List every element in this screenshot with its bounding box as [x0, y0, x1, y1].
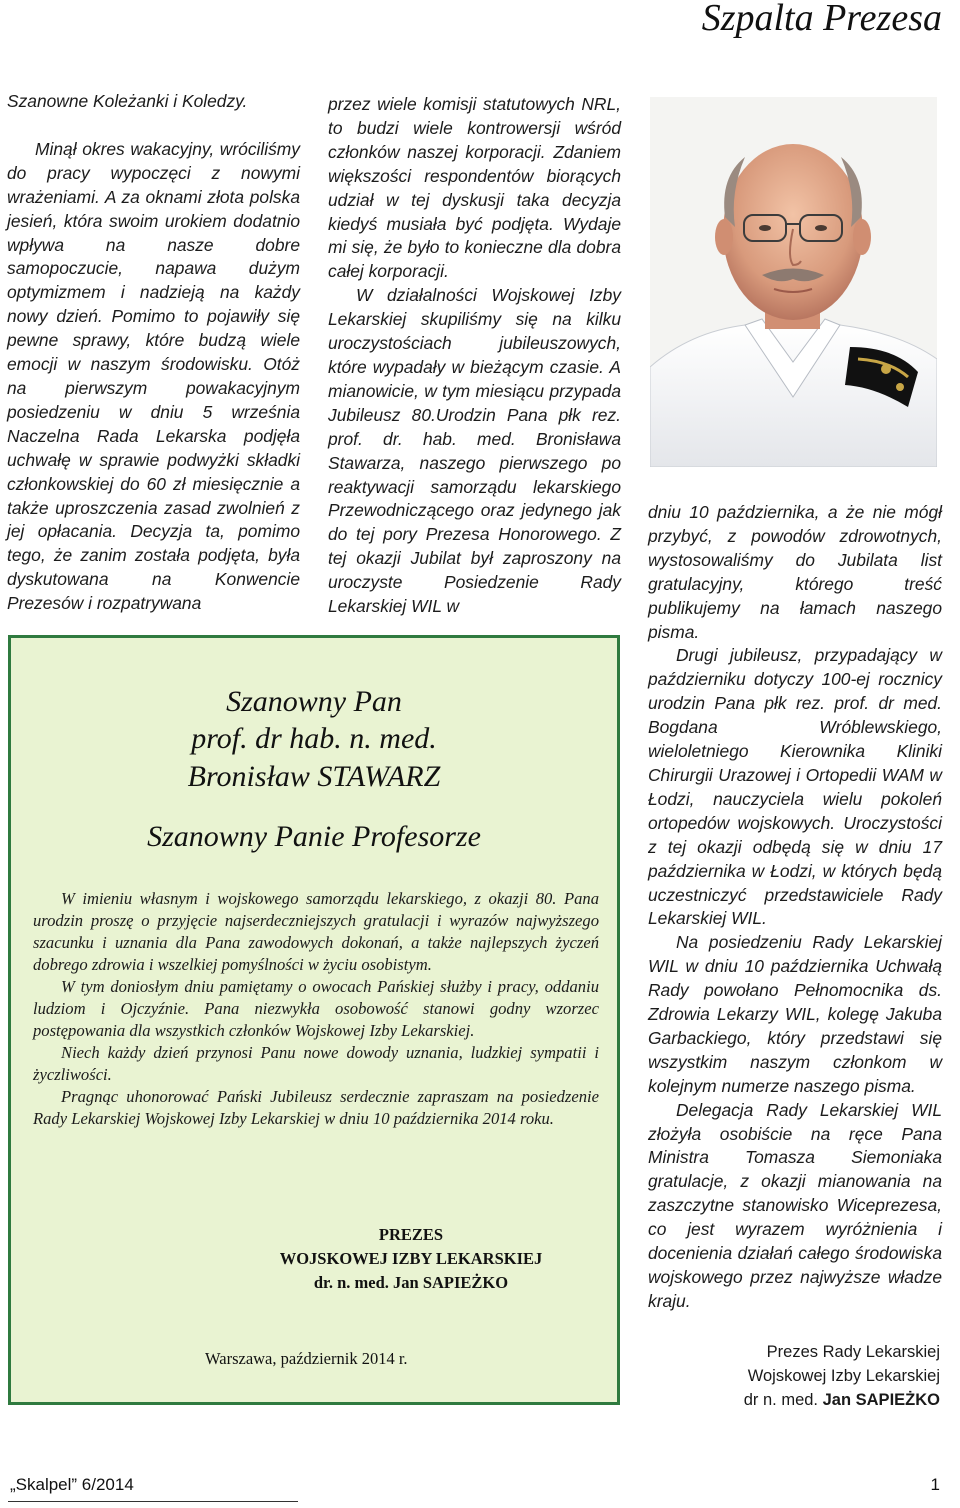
- article-column-2: [328, 93, 621, 619]
- page-number: 1: [930, 1475, 940, 1494]
- letter-date: Warszawa, październik 2014 r.: [205, 1349, 408, 1368]
- letter-paragraph: Niech każdy dzień przynosi Panu nowe dowody uznania, ludzkiej sympatii i życzliwości.: [33, 1043, 599, 1084]
- letter-address: Szanowny Panie Profesorze: [147, 820, 481, 853]
- signoff-line3: [648, 1388, 940, 1412]
- signature-org: WOJSKOWEJ IZBY LEKARSKIEJ: [279, 1249, 543, 1268]
- paragraph: Minął okres wakacyjny, wróciliśmy do pracy wypoczęci z nowymi wrażeniami. A za oknami złota polska jesień, która swoim urokiem dodatnio wpływa na nasze dobre samopoczucie, napawa dużym optymizmem i nadzieją na każdy nowy dzień. Pomimo to pojawiły się pewne sprawy, które budzą wiele emocji w naszym środowisku. Otóż na pierwszym powakacyjnym posiedzeniu w dniu 5 września Naczelna Rada Lekarska podjęła uchwałę w sprawie podwyżki składki członkowskiej do 60 zł miesięcznie a także uproszczenia zasad zwolnień z jej opłacania. Decyzja ta, pomimo tego, że zanim została podjęta, była dyskutowana na Konwencie Prezesów i rozpatrywana: [7, 138, 300, 614]
- paragraph: przez wiele komisji statutowych NRL, to budzi wiele kontrowersji wśród członków naszej korporacji. Zdaniem większości respondentów biorących udział w tej dyskusji taka decyzja kiedyś musiała być podjęta. Wydaje mi się, że było to konieczne dla dobra całej korporacji.: [328, 94, 621, 282]
- letter-paragraph: W tym doniosłym dniu pamiętamy o owocach Pańskiej służby i pracy, oddaniu ludziom i Ojczyźnie. Pana niezwykła osobowość stanowi godny wzorzec postępowania dla wszystkich członków Wojskowej Izby Lekarskiej.: [33, 977, 599, 1040]
- signoff-line2: Wojskowej Izby Lekarskiej: [747, 1367, 940, 1385]
- paragraph: Delegacja Rady Lekarskiej WIL złożyła osobiście na ręce Pana Ministra Tomasza Siemoniaka gratulacje, z okazji mianowania na zaszczytne stanowisko Wiceprezesa, co jest wyrazem wyróżnienia i docenienia działań całego środowiska wojskowego przez najwyższe władze kraju.: [648, 1099, 942, 1311]
- author-signoff: [648, 1340, 940, 1412]
- paragraph: W działalności Wojskowej Izby Lekarskiej skupiliśmy się na kilku uroczystościach jubileuszowych, które wypadały w bieżącym czasie. A mianowicie, w tym miesiącu przypada Jubileusz 80.Urodzin Pana płk rez. prof. dr. hab. med. Bronisława Stawarza, naszego pierwszego po reaktywacji samorządu lekarskiego Przewodniczącego oraz jedynego jak do tej pory Prezesa Honorowego. Z tej okazji Jubilat był zaproszony na uroczyste Posiedzenie Rady Lekarskiej WIL w: [328, 285, 621, 617]
- footer-divider: [8, 1501, 298, 1502]
- footer-issue: „Skalpel” 6/2014: [10, 1475, 134, 1494]
- signature-name: dr. n. med. Jan SAPIEŻKO: [313, 1273, 509, 1292]
- section-title: Szpalta Prezesa: [701, 0, 942, 39]
- congratulatory-letter-box: [8, 635, 620, 1405]
- letter-salutation-line3: Bronisław STAWARZ: [187, 760, 441, 793]
- paragraph: Drugi jubileusz, przypadający w październiku dotyczy 100-ej rocznicy urodzin Pana płk rez. prof. dr med. Bogdana Wróblewskiego, wieloletniego Kierownika Kliniki Chirurgii Urazowej i Ortopedii WAM w Łodzi, nauczyciela wielu pokoleń ortopedów wojskowych. Uroczystości z tej okazji odbędą się w dniu 17 października w Łodzi, w których będą uczestniczyć przedstawiciele Rady Lekarskiej WIL.: [648, 645, 942, 929]
- greeting: Szanowne Koleżanki i Koledzy.: [7, 91, 248, 111]
- letter-paragraph: W imieniu własnym i wojskowego samorządu lekarskiego, z okazji 80. Pana urodzin proszę o przyjęcie najserdeczniejszych gratulacji i wyrazów najwyższego szacunku i uznania dla Pana zawodowych dokonań, a także najlepszych życzeń dobrego zdrowia i wszelkiej pomyślności w życiu osobistym.: [33, 889, 599, 974]
- author-portrait: [650, 97, 937, 467]
- signoff-name: Jan SAPIEŻKO: [822, 1391, 940, 1409]
- letter-body: [33, 888, 599, 1130]
- letter-paragraph: Pragnąc uhonorować Pański Jubileusz serdecznie zapraszam na posiedzenie Rady Lekarskiej Wojskowej Izby Lekarskiej w dniu 10 października 2014 roku.: [33, 1087, 599, 1128]
- letter-salutation-line2: prof. dr hab. n. med.: [191, 722, 437, 755]
- letter-salutation-line1: Szanowny Pan: [226, 685, 402, 718]
- signoff-line1: Prezes Rady Lekarskiej: [766, 1343, 940, 1361]
- signoff-prefix: dr n. med.: [743, 1391, 819, 1409]
- article-column-1: [7, 90, 300, 616]
- article-column-3: [648, 501, 942, 1314]
- signature-title: PREZES: [378, 1225, 444, 1244]
- paragraph: Na posiedzeniu Rady Lekarskiej WIL w dniu 10 października Uchwałą Rady powołano Pełnomocnika ds. Zdrowia Lekarzy WIL, kolegę Jakuba Garbackiego, który przedstawi się wszystkim naszym członkom w kolejnym numerze naszego pisma.: [648, 932, 942, 1096]
- paragraph: dniu 10 października, a że nie mógł przybyć, z powodów zdrowotnych, wystosowaliśmy do Jubilata list gratulacyjny, którego treść publikujemy na łamach naszego pisma.: [648, 502, 942, 642]
